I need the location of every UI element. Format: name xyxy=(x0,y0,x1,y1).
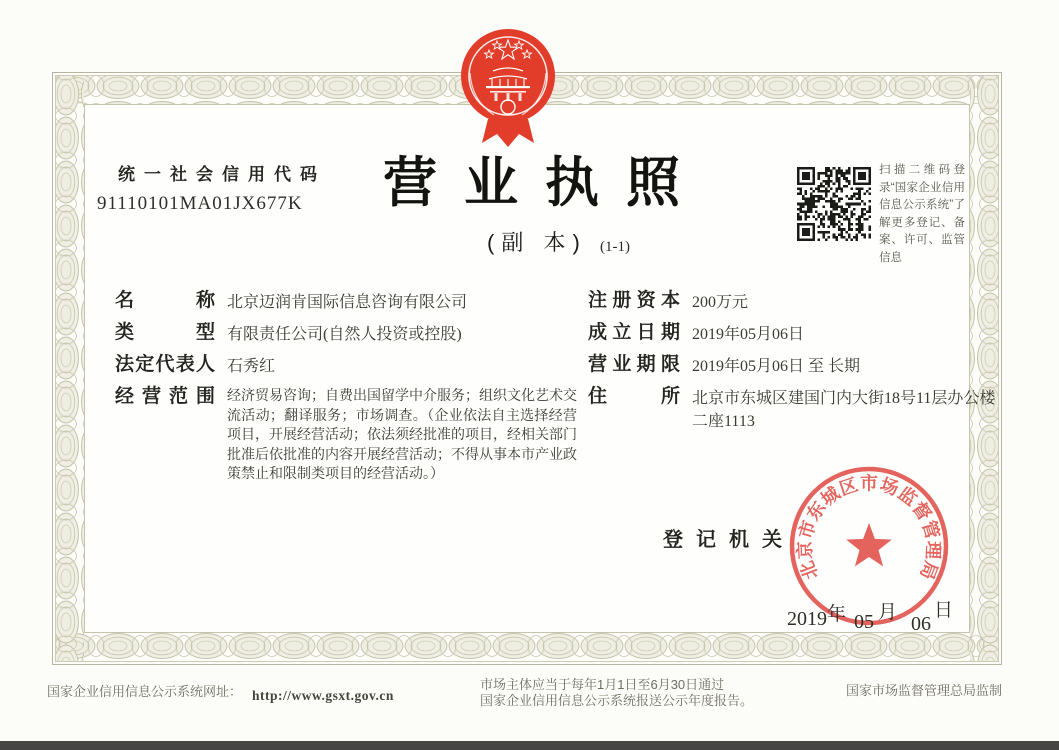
national-emblem xyxy=(456,23,560,151)
date-year-unit: 年 xyxy=(827,604,847,625)
field-value-legal-rep: 石秀红 xyxy=(227,358,276,375)
registration-authority-label: 登记机关 xyxy=(663,529,795,551)
footer-annual-report-notice xyxy=(480,677,753,709)
copy-number: (1-1) xyxy=(600,239,630,255)
seal-text: 北京市东城区市场监督管理局 xyxy=(794,473,944,583)
field-value-registered-capital: 200万元 xyxy=(692,294,749,311)
field-row-legal-rep xyxy=(115,353,577,378)
footer-notice-line1: 市场主体应当于每年1月1日至6月30日通过 xyxy=(480,677,725,692)
footer-site-label: 国家企业信用信息公示系统网址： xyxy=(47,684,243,699)
field-row-business-term xyxy=(588,353,1008,378)
scan-edge-bar xyxy=(0,741,1059,750)
date-day-unit: 日 xyxy=(934,600,954,621)
field-label-name: 名称 xyxy=(115,290,215,311)
date-month-unit: 月 xyxy=(878,602,898,623)
qr-code xyxy=(797,167,871,241)
field-label-business-term: 营业期限 xyxy=(588,354,680,375)
seal-star-icon xyxy=(846,523,892,566)
field-row-registered-capital xyxy=(588,289,1008,314)
footer-issuer: 国家市场监督管理总局监制 xyxy=(846,683,1003,698)
field-row-establish-date xyxy=(588,321,1008,346)
field-row-name xyxy=(115,289,577,314)
field-value-business-term: 2019年05月06日 至 长期 xyxy=(692,358,861,375)
footer-notice-line2: 国家企业信用信息公示系统报送公示年度报告。 xyxy=(480,693,754,708)
fields-right-column xyxy=(588,289,1008,440)
qr-caption: 扫描二维码登录“国家企业信用信息公示系统”了解更多登记、备案、许可、监管信息 xyxy=(879,164,965,264)
copy-label: (副 本) xyxy=(487,230,587,255)
field-label-address: 住所 xyxy=(588,386,680,407)
date-day: 06 xyxy=(911,613,931,635)
credit-code-value: 91110101MA01JX677K xyxy=(97,193,303,214)
field-label-type: 类型 xyxy=(115,322,215,343)
credit-code-label: 统一社会信用代码 xyxy=(118,165,326,184)
field-value-business-scope: 经济贸易咨询；自费出国留学中介服务；组织文化艺术交流活动；翻译服务；市场调查。（企业依法自主选择经营项目，开展经营活动；依法须经批准的项目，经相关部门批准后依批准的内容开展经营活动；不得从事本市产业政策禁止和限制类项目的经营活动。） xyxy=(227,389,577,482)
field-label-registered-capital: 注册资本 xyxy=(588,290,680,311)
field-label-legal-rep: 法定代表人 xyxy=(115,354,215,375)
footer-publicity-site xyxy=(47,681,394,703)
footer-site-url: http://www.gsxt.gov.cn xyxy=(252,688,394,703)
field-row-address xyxy=(588,385,1008,433)
page-title: 营业执照 xyxy=(383,153,707,213)
field-value-type: 有限责任公司(自然人投资或控股) xyxy=(227,326,462,343)
field-value-name: 北京迈润肯国际信息咨询有限公司 xyxy=(227,294,468,311)
field-row-type xyxy=(115,321,577,346)
field-row-business-scope xyxy=(115,385,577,485)
field-value-address: 北京市东城区建国门内大街18号11层办公楼二座1113 xyxy=(692,390,996,430)
fields-left-column xyxy=(115,289,577,492)
date-year: 2019 xyxy=(787,608,827,630)
field-label-business-scope: 经营范围 xyxy=(115,386,215,407)
date-month: 05 xyxy=(854,611,874,633)
field-value-establish-date: 2019年05月06日 xyxy=(692,326,805,343)
field-label-establish-date: 成立日期 xyxy=(588,322,680,343)
